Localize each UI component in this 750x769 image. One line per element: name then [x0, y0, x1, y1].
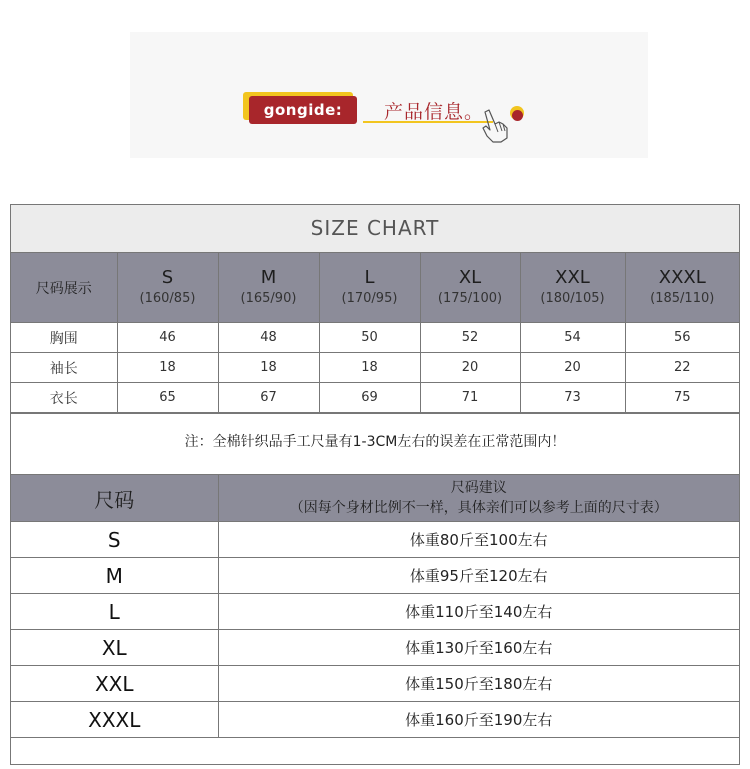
size-col-l — [319, 253, 420, 323]
rec-advice: 体重130斤至160左右 — [218, 630, 739, 666]
table-cell: 65 — [117, 383, 218, 413]
recommendation-table — [11, 475, 739, 737]
measurement-row-sleeve — [11, 353, 739, 383]
table-cell: 54 — [520, 323, 625, 353]
size-code: L — [364, 266, 375, 288]
table-cell: 73 — [520, 383, 625, 413]
rec-advice: 体重160斤至190左右 — [218, 702, 739, 738]
section-title: 产品信息。 — [384, 101, 485, 123]
rec-advice: 体重110斤至140左右 — [218, 594, 739, 630]
table-cell: 18 — [117, 353, 218, 383]
recommendation-header — [218, 475, 739, 522]
recommendation-row — [11, 666, 739, 702]
size-code: M — [260, 266, 277, 288]
table-cell: 52 — [420, 323, 520, 353]
brand-logo — [243, 92, 363, 128]
measurement-row-chest — [11, 323, 739, 353]
table-cell: 69 — [319, 383, 420, 413]
table-cell: 46 — [117, 323, 218, 353]
table-cell: 67 — [218, 383, 319, 413]
rec-advice: 体重150斤至180左右 — [218, 666, 739, 702]
brand-logo-text: gongide: — [249, 96, 357, 124]
size-code: XL — [458, 266, 482, 288]
header-banner — [130, 32, 648, 158]
table-cell: 20 — [520, 353, 625, 383]
recommendation-header-row — [11, 475, 739, 522]
table-cell: 18 — [218, 353, 319, 383]
table-cell: 56 — [625, 323, 739, 353]
recommendation-row — [11, 522, 739, 558]
measurement-note: 注：全棉针织品手工尺量有1-3CM左右的误差在正常范围内！ — [11, 413, 739, 475]
chart-footer — [11, 737, 739, 764]
chart-title: SIZE CHART — [11, 205, 739, 253]
rec-advice: 体重80斤至100左右 — [218, 522, 739, 558]
table-cell: 18 — [319, 353, 420, 383]
size-header-row — [11, 253, 739, 323]
rec-size: XXXL — [11, 702, 218, 738]
row-label: 胸围 — [11, 323, 117, 353]
size-code: XXL — [555, 266, 590, 288]
size-code: XXXL — [658, 266, 706, 288]
measurement-row-length — [11, 383, 739, 413]
rec-size: M — [11, 558, 218, 594]
recommendation-row — [11, 702, 739, 738]
table-cell: 71 — [420, 383, 520, 413]
size-header: 尺码 — [11, 475, 218, 522]
size-col-xl — [420, 253, 520, 323]
rec-advice: 体重95斤至120左右 — [218, 558, 739, 594]
recommendation-title: 尺码建议 — [450, 480, 507, 496]
size-chart — [10, 204, 740, 765]
size-height-weight: (185/110) — [650, 290, 715, 306]
row-label: 袖长 — [11, 353, 117, 383]
rec-size: L — [11, 594, 218, 630]
size-col-s — [117, 253, 218, 323]
table-cell: 22 — [625, 353, 739, 383]
size-height-weight: (160/85) — [139, 290, 196, 306]
size-col-xxxl — [625, 253, 739, 323]
size-col-xxl — [520, 253, 625, 323]
size-code: S — [161, 266, 174, 288]
table-cell: 48 — [218, 323, 319, 353]
recommendation-row — [11, 594, 739, 630]
size-height-weight: (170/95) — [341, 290, 398, 306]
corner-label: 尺码展示 — [11, 253, 117, 323]
size-height-weight: (180/105) — [540, 290, 605, 306]
table-cell: 50 — [319, 323, 420, 353]
rec-size: XXL — [11, 666, 218, 702]
pointing-hand-icon — [477, 108, 511, 144]
rec-size: S — [11, 522, 218, 558]
table-cell: 20 — [420, 353, 520, 383]
size-table — [11, 253, 739, 413]
recommendation-row — [11, 558, 739, 594]
decor-dot-red — [512, 110, 523, 121]
size-height-weight: (165/90) — [240, 290, 297, 306]
recommendation-row — [11, 630, 739, 666]
row-label: 衣长 — [11, 383, 117, 413]
table-cell: 75 — [625, 383, 739, 413]
size-col-m — [218, 253, 319, 323]
rec-size: XL — [11, 630, 218, 666]
recommendation-subtitle: （因每个身材比例不一样，具体亲们可以参考上面的尺寸表） — [289, 500, 668, 516]
size-height-weight: (175/100) — [437, 290, 503, 306]
